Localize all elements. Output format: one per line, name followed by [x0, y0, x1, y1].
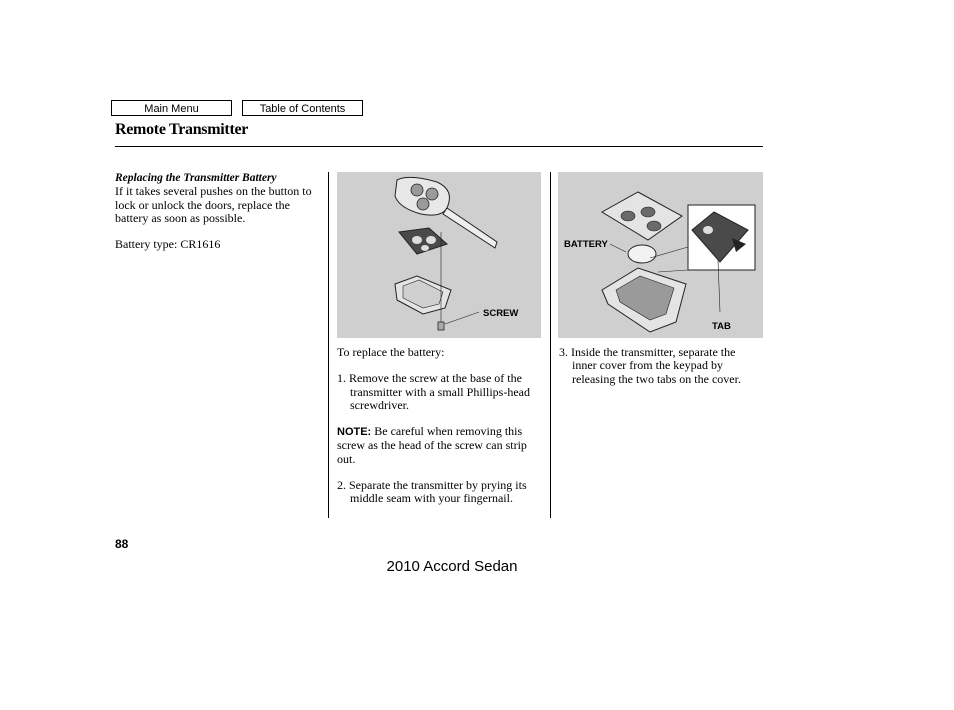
main-menu-button[interactable]: Main Menu: [111, 100, 232, 116]
battery-type-text: Battery type: CR1616: [115, 237, 221, 252]
middle-column: [337, 346, 543, 506]
tab-label: TAB: [712, 321, 731, 332]
transmitter-disassembly-figure: [337, 172, 541, 338]
intro-paragraph: If it takes several pushes on the button to lock or unlock the doors, replace the battery as soon as possible.: [115, 184, 312, 225]
title-divider: [115, 146, 763, 147]
note-label: NOTE:: [337, 426, 372, 439]
step-2: 2. Separate the transmitter by prying its middle seam with your fingernail.: [337, 478, 527, 506]
table-of-contents-button[interactable]: Table of Contents: [242, 100, 363, 116]
right-column: [559, 346, 753, 386]
lead-text: To replace the battery:: [337, 345, 445, 359]
page-number: 88: [115, 537, 129, 551]
left-column: [115, 172, 320, 251]
note-text: Be careful when removing this screw as the head of the screw can strip out.: [337, 424, 527, 466]
battery-removal-figure: [558, 172, 763, 338]
step-3: 3. Inside the transmitter, separate the inner cover from the keypad by releasing the two tabs on the cover.: [559, 345, 741, 386]
footer-title: 2010 Accord Sedan: [386, 558, 518, 575]
page-title: Remote Transmitter: [115, 121, 249, 138]
battery-label: BATTERY: [564, 239, 608, 250]
column-divider-1: [328, 172, 329, 518]
note-paragraph: [337, 425, 543, 466]
screw-label: SCREW: [483, 308, 519, 319]
column-divider-2: [550, 172, 551, 518]
step-1: 1. Remove the screw at the base of the transmitter with a small Phillips-head screwdriver.: [337, 371, 530, 412]
section-subheading: Replacing the Transmitter Battery: [115, 172, 277, 184]
